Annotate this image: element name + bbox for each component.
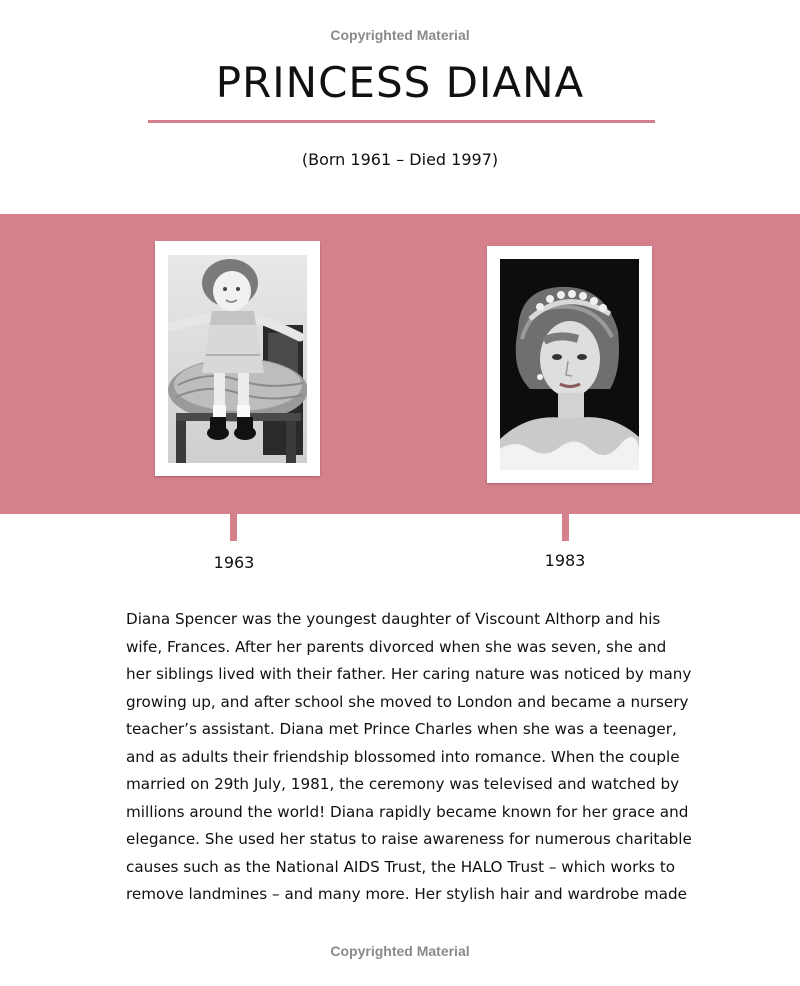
timeline-tick-1983 bbox=[562, 514, 569, 541]
adult-portrait-photo bbox=[500, 259, 639, 470]
body-line: teacher’s assistant. Diana met Prince Charles when she was a teenager, bbox=[126, 720, 677, 738]
body-line: elegance. She used her status to raise awareness for numerous charitable bbox=[126, 830, 692, 848]
childhood-photo bbox=[168, 255, 307, 463]
body-line: and as adults their friendship blossomed into romance. When the couple bbox=[126, 747, 680, 766]
page-title: PRINCESS DIANA bbox=[215, 58, 585, 107]
photo-frame-adult bbox=[487, 246, 652, 483]
biography-paragraph bbox=[126, 606, 706, 909]
copyright-watermark-bottom: Copyrighted Material bbox=[330, 943, 470, 959]
timeline-tick-1963 bbox=[230, 514, 237, 541]
timeline-year-1963: 1963 bbox=[213, 553, 255, 572]
copyright-watermark-top: Copyrighted Material bbox=[330, 27, 470, 43]
body-line: Diana Spencer was the youngest daughter of Viscount Althorp and his bbox=[126, 610, 661, 628]
body-line: her siblings lived with their father. Her caring nature was noticed by many bbox=[126, 665, 692, 683]
adult-portrait-image bbox=[500, 259, 639, 470]
title-underline bbox=[148, 120, 655, 123]
body-line: married on 29th July, 1981, the ceremony was televised and watched by bbox=[126, 775, 680, 793]
body-line: wife, Frances. After her parents divorced when she was seven, she and bbox=[126, 637, 667, 656]
body-line: millions around the world! Diana rapidly became known for her grace and bbox=[126, 802, 689, 821]
body-line: causes such as the National AIDS Trust, the HALO Trust – which works to bbox=[126, 857, 676, 876]
body-line: remove landmines – and many more. Her stylish hair and wardrobe made bbox=[126, 885, 687, 903]
timeline-year-1983: 1983 bbox=[544, 551, 586, 570]
body-line: growing up, and after school she moved to London and became a nursery bbox=[126, 692, 689, 711]
photo-frame-childhood bbox=[155, 241, 320, 476]
photo-timeline-band bbox=[0, 214, 800, 514]
childhood-photo-image bbox=[168, 255, 307, 463]
life-dates: (Born 1961 – Died 1997) bbox=[301, 150, 499, 169]
